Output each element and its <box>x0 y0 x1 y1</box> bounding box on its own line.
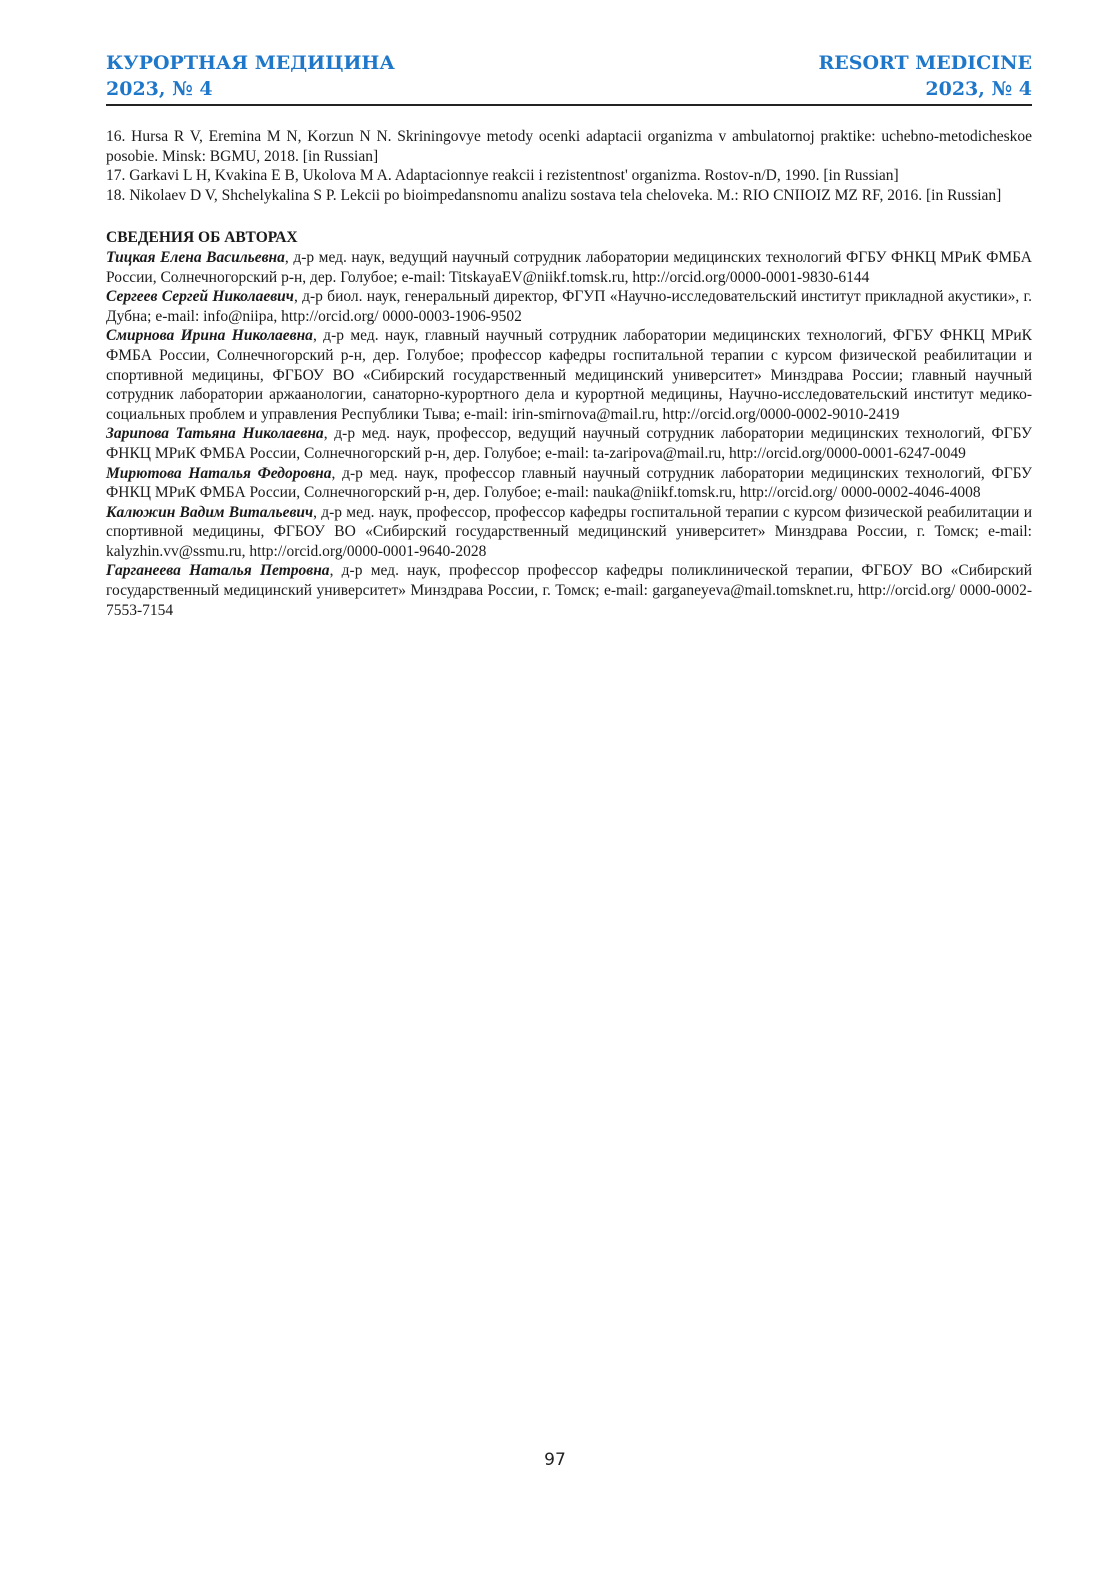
author-details: , д-р мед. наук, профессор, ведущий научный сотрудник лаборатории медицинских технологий, ФГБУ ФНКЦ МРиК ФМБА России, Солнечногорский р-н, дер. Голубое; e-mail: ta-zaripova@mail.ru, http://orcid.org/0000-0001-6247-0049 <box>106 425 1032 462</box>
journal-title-russian <box>106 50 395 102</box>
author-entry <box>106 326 1032 424</box>
author-entry <box>106 424 1032 463</box>
author-details: , д-р биол. наук, генеральный директор, ФГУП «Научно-исследовательский институт прикладной акустики», г. Дубна; e-mail: info@niipa, http://orcid.org/ 0000-0003-1906-9502 <box>106 288 1032 325</box>
reference-item: 18. Nikolaev D V, Shchelykalina S P. Lekcii po bioimpedansnomu analizu sostava tela cheloveka. M.: RIO CNIIOIZ MZ RF, 2016. [in Russian] <box>106 186 1002 204</box>
author-details: , д-р мед. наук, главный научный сотрудник лаборатории медицинских технологий, ФГБУ ФНКЦ МРиК ФМБА России, Солнечногорский р-н, дер. Голубое; профессор кафедры госпитальной терапии с курсом физической реабилитации и спортивной медицины, ФГБОУ ВО «Сибирский государственный медицинский университет» Минздрава России; главный научный сотрудник лаборатории аржаанологии, санаторно-курортного дела и курортной медицины, Научно-исследовательский институт медико-социальных проблем и управления Республики Тыва; e-mail: irin-smirnova@mail.ru, http://orcid.org/0000-0002-9010-2419 <box>106 327 1032 423</box>
author-details: , д-р мед. наук, профессор профессор кафедры поликлинической терапии, ФГБОУ ВО «Сибирский государственный медицинский университет» Минздрава России, г. Томск; e-mail: garganeyeva@mail.tomsknet.ru, http://orcid.org/ 0000-0002-7553-7154 <box>106 562 1032 619</box>
author-details: , д-р мед. наук, профессор, профессор кафедры госпитальной терапии с курсом физической реабилитации и спортивной медицины, ФГБОУ ВО «Сибирский государственный медицинский университет» Минздрава России, г. Томск; e-mail: kalyzhin.vv@ssmu.ru, http://orcid.org/0000-0001-9640-2028 <box>106 503 1033 560</box>
author-name: Тицкая Елена Васильевна <box>106 248 285 266</box>
running-header <box>106 50 1032 106</box>
reference-item: 16. Hursa R V, Eremina M N, Korzun N N. Skriningovye metody ocenki adaptacii organizma v ambulatornoj praktike: uchebno-metodicheskoe posobie. Minsk: BGMU, 2018. [in Russian] <box>106 128 1032 165</box>
author-entry <box>106 561 1032 620</box>
journal-name-en: RESORT MEDICINE <box>818 52 1032 74</box>
author-details: , д-р мед. наук, ведущий научный сотрудник лаборатории медицинских технологий ФГБУ ФНКЦ МРиК ФМБА России, Солнечногорский р-н, дер. Голубое; e-mail: TitskayaEV@niikf.tomsk.ru, http://orcid.org/0000-0001-9830-6144 <box>106 248 1032 286</box>
journal-title-english <box>819 50 1033 102</box>
authors-list <box>106 248 1032 620</box>
author-name: Мирютова Наталья Федоровна <box>106 464 332 482</box>
issue-number-en: 2023, № 4 <box>925 78 1032 100</box>
author-name: Гарганеева Наталья Петровна <box>106 562 330 580</box>
author-entry <box>106 287 1032 326</box>
reference-list <box>106 127 1032 205</box>
author-entry <box>106 503 1032 562</box>
author-name: Калюжин Вадим Витальевич <box>106 503 314 521</box>
page-content <box>106 127 1032 620</box>
journal-name-ru: КУРОРТНАЯ МЕДИЦИНА <box>106 52 395 74</box>
author-entry <box>106 464 1032 503</box>
author-details: , д-р мед. наук, профессор главный научный сотрудник лаборатории медицинских технологий, ФГБУ ФНКЦ МРиК ФМБА России, Солнечногорский р-н, дер. Голубое; e-mail: nauka@niikf.tomsk.ru, http://orcid.org/ 0000-0002-4046-4008 <box>106 464 1032 502</box>
author-name: Зарипова Татьяна Николаевна <box>106 425 324 443</box>
author-name: Смирнова Ирина Николаевна <box>106 327 313 345</box>
page-number: 97 <box>544 1450 566 1470</box>
author-name: Сергеев Сергей Николаевич <box>106 288 294 306</box>
issue-number-ru: 2023, № 4 <box>106 78 213 100</box>
author-entry <box>106 248 1032 287</box>
authors-section-title: СВЕДЕНИЯ ОБ АВТОРАХ <box>106 229 298 247</box>
reference-item: 17. Garkavi L H, Kvakina E B, Ukolova M A. Adaptacionnye reakcii i rezistentnost' organizma. Rostov-n/D, 1990. [in Russian] <box>106 167 899 185</box>
